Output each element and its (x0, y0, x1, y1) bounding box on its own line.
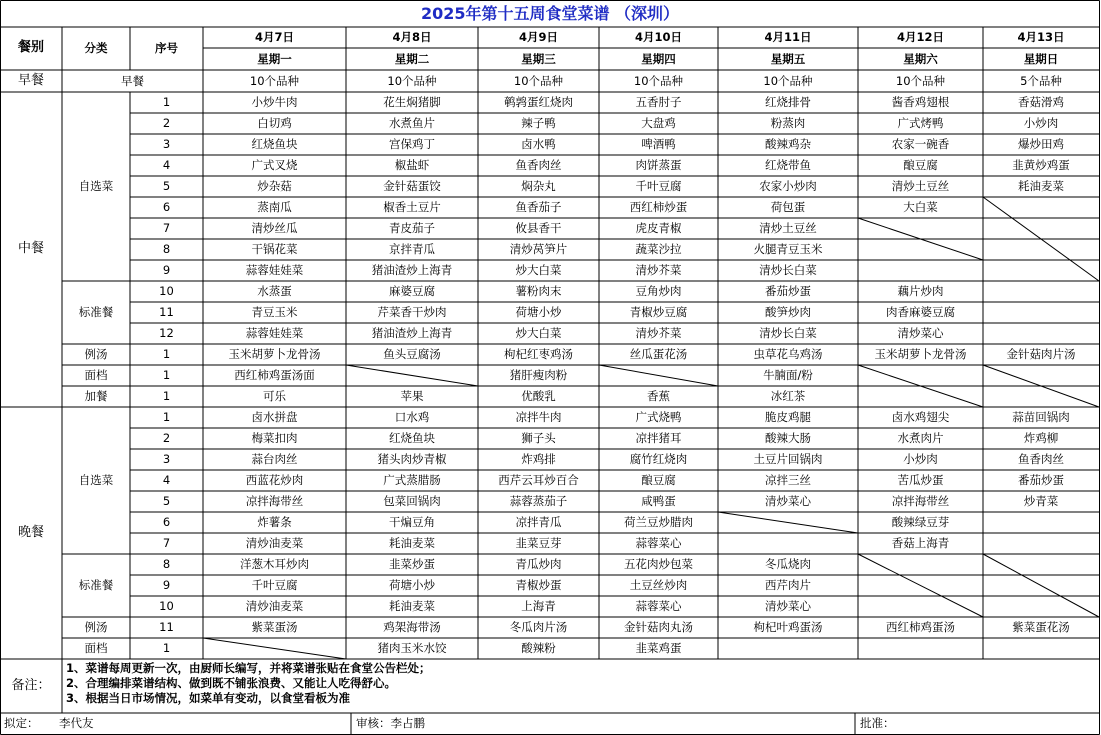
row-seq: 11 (159, 620, 174, 635)
page-title: 2025年第十五周食堂菜谱 （深圳） (420, 3, 680, 23)
dish-cell: 清炒菜心 (765, 599, 811, 614)
row-seq: 8 (162, 557, 171, 572)
dish-cell: 蒜苗回锅肉 (1012, 410, 1070, 425)
row-seq: 9 (162, 578, 171, 593)
dish-cell: 花生焖猪脚 (383, 95, 441, 110)
dish-cell: 凉拌海带丝 (891, 494, 950, 509)
dish-cell: 蒜蓉娃娃菜 (245, 326, 304, 341)
breakfast-item: 10个品种 (387, 73, 437, 88)
dish-cell: 韭菜鸡蛋 (635, 641, 682, 656)
dish-cell: 干锅花菜 (251, 242, 298, 257)
dish-cell: 蒜蓉娃娃菜 (245, 263, 304, 278)
dish-cell: 千叶豆腐 (251, 578, 298, 593)
dish-cell: 紫菜蛋汤 (251, 620, 298, 635)
dish-cell: 香菇滑鸡 (1018, 95, 1064, 110)
dish-cell: 麻婆豆腐 (389, 284, 435, 299)
row-seq: 6 (162, 200, 171, 215)
dish-cell: 猪油渣炒上海青 (371, 326, 453, 341)
dish-cell: 红烧鱼块 (251, 137, 298, 152)
dish-cell: 广式烤鸭 (897, 116, 944, 131)
dish-cell: 炸鸡排 (521, 452, 556, 467)
dish-cell: 豆角炒肉 (635, 284, 682, 299)
dish-cell: 蒜蓉菜心 (635, 536, 682, 551)
dish-cell: 清炒芥菜 (635, 263, 682, 278)
dish-cell: 京拌青瓜 (389, 242, 435, 257)
dish-cell: 上海青 (521, 599, 556, 614)
breakfast-category: 早餐 (121, 73, 144, 88)
dish-cell: 蒜台肉丝 (251, 452, 298, 467)
reviewer-label: 审核：李占鹏 (356, 716, 425, 731)
note-line: 2、合理编排菜谱结构、做到既不铺张浪费、又能让人吃得舒心。 (66, 676, 396, 690)
dish-cell: 咸鸭蛋 (641, 494, 676, 509)
row-seq: 1 (162, 641, 171, 656)
dish-cell: 荷兰豆炒腊肉 (624, 515, 693, 530)
dish-cell: 虫草花乌鸡汤 (753, 347, 823, 362)
dish-cell: 清炒油麦菜 (245, 536, 304, 551)
dish-cell: 五香肘子 (635, 95, 682, 110)
breakfast-meal: 早餐 (17, 72, 44, 88)
header-date: 4月9日 (518, 30, 558, 45)
row-seq: 6 (162, 515, 171, 530)
dish-cell: 白切鸡 (257, 116, 292, 131)
empty-slash (718, 512, 858, 533)
dish-cell: 蒸南瓜 (257, 200, 292, 215)
dish-cell: 啤酒鸭 (641, 137, 676, 152)
row-seq: 3 (162, 137, 171, 152)
dish-cell: 西红柿鸡蛋汤 (886, 620, 955, 635)
header-weekday: 星期一 (257, 51, 292, 66)
dish-cell: 韭黄炒鸡蛋 (1012, 158, 1070, 173)
dish-cell: 清炒油麦菜 (245, 599, 304, 614)
header-seq: 序号 (155, 41, 178, 56)
dish-cell: 蒜蓉蒸茄子 (509, 494, 568, 509)
dish-cell: 宫保鸡丁 (389, 137, 435, 152)
dish-cell: 耗油麦菜 (389, 536, 435, 551)
dish-cell: 炒杂菇 (257, 179, 292, 194)
note-line: 3、根据当日市场情况，如菜单有变动，以食堂看板为准 (66, 691, 350, 705)
dish-cell: 粉蒸肉 (770, 116, 806, 131)
dish-cell: 凉拌猪耳 (635, 431, 682, 446)
dish-cell: 香蕉 (647, 389, 670, 404)
dish-cell: 青椒炒蛋 (515, 578, 562, 593)
dish-cell: 番茄炒蛋 (765, 284, 811, 299)
dish-cell: 炸鸡柳 (1023, 431, 1059, 446)
dish-cell: 五花肉炒包菜 (624, 557, 693, 572)
dish-cell: 清炒菜心 (765, 494, 811, 509)
dish-cell: 千叶豆腐 (635, 179, 682, 194)
meal-label: 晚餐 (17, 524, 44, 540)
dish-cell: 水蒸蛋 (257, 284, 292, 299)
row-seq: 7 (162, 221, 171, 236)
drafter-label: 拟定： (4, 716, 39, 731)
breakfast-item: 10个品种 (895, 73, 946, 88)
dish-cell: 金针菇蛋饺 (383, 179, 441, 194)
dish-cell: 凉拌牛肉 (515, 410, 562, 425)
dish-cell: 酸辣绿豆芽 (891, 515, 950, 530)
dish-cell: 番茄炒蛋 (1018, 473, 1064, 488)
dish-cell: 耗油麦菜 (389, 599, 435, 614)
dish-cell: 红烧鱼块 (389, 431, 435, 446)
dish-cell: 椒盐虾 (394, 158, 430, 173)
dish-cell: 藕片炒肉 (897, 284, 944, 299)
header-category: 分类 (84, 41, 108, 56)
row-seq: 1 (162, 389, 171, 404)
dish-cell: 口水鸡 (394, 410, 430, 425)
header-meal-type: 餐别 (17, 40, 44, 56)
dish-cell: 韭菜炒蛋 (389, 557, 435, 572)
dish-cell: 水煮肉片 (897, 431, 944, 446)
dish-cell: 爆炒田鸡 (1018, 137, 1064, 152)
header-weekday: 星期六 (903, 51, 938, 66)
dish-cell: 薯粉肉末 (515, 284, 562, 299)
dish-cell: 香菇上海青 (891, 536, 950, 551)
header-date: 4月7日 (254, 30, 294, 45)
row-seq: 9 (162, 263, 171, 278)
group-category: 面档 (84, 368, 108, 383)
dish-cell: 酸辣鸡杂 (765, 137, 811, 152)
dish-cell: 酿豆腐 (641, 473, 676, 488)
dish-cell: 芹菜香干炒肉 (377, 305, 447, 320)
dish-cell: 肉饼蒸蛋 (635, 158, 682, 173)
dish-cell: 酸辣粉 (521, 641, 556, 656)
dish-cell: 耗油麦菜 (1018, 179, 1064, 194)
dish-cell: 卤水拼盘 (251, 410, 298, 425)
dish-cell: 清炒菜心 (897, 326, 944, 341)
dish-cell: 枸杞红枣鸡汤 (504, 347, 573, 362)
dish-cell: 卤水鸭 (521, 137, 556, 152)
dish-cell: 辣子鸭 (521, 116, 556, 131)
dish-cell: 炒大白菜 (515, 263, 562, 278)
dish-cell: 炒青菜 (1023, 494, 1059, 509)
group-category: 自选菜 (78, 179, 114, 194)
dish-cell: 攸县香干 (515, 221, 562, 236)
dish-cell: 焖杂丸 (521, 179, 556, 194)
dish-cell: 荷塘小炒 (389, 578, 435, 593)
header-date: 4月11日 (764, 30, 812, 45)
dish-cell: 广式叉烧 (251, 158, 298, 173)
header-weekday: 星期三 (521, 51, 556, 66)
empty-slash (203, 638, 346, 659)
header-weekday: 星期二 (394, 51, 430, 66)
dish-cell: 鱼头豆腐汤 (383, 347, 441, 362)
dish-cell: 荷塘小炒 (515, 305, 562, 320)
row-seq: 2 (162, 116, 171, 131)
dish-cell: 蒜蓉菜心 (635, 599, 682, 614)
empty-slash (599, 365, 718, 386)
dish-cell: 凉拌三丝 (765, 473, 811, 488)
header-weekday: 星期四 (641, 51, 676, 66)
dish-cell: 丝瓜蛋花汤 (629, 347, 688, 362)
dish-cell: 鸡架海带汤 (383, 620, 441, 635)
dish-cell: 西蓝花炒肉 (245, 473, 304, 488)
empty-slash (858, 554, 983, 617)
dish-cell: 卤水鸡翅尖 (891, 410, 950, 425)
dish-cell: 西芹肉片 (765, 578, 811, 593)
dish-cell: 金针菇肉片汤 (1006, 347, 1076, 362)
header-date: 4月12日 (896, 30, 944, 45)
dish-cell: 猪肉玉米水饺 (377, 641, 447, 656)
dish-cell: 青瓜炒肉 (515, 557, 562, 572)
row-seq: 3 (162, 452, 171, 467)
dish-cell: 青豆玉米 (251, 305, 298, 320)
dish-cell: 干煸豆角 (389, 515, 435, 530)
dish-cell: 牛腩面/粉 (763, 368, 813, 383)
header-date: 4月13日 (1017, 30, 1065, 45)
dish-cell: 清炒长白菜 (759, 326, 817, 341)
note-line: 1、菜谱每周更新一次，由厨师长编写，并将菜谱张贴在食堂公告栏处； (66, 661, 431, 675)
header-date: 4月10日 (634, 30, 682, 45)
dish-cell: 凉拌青瓜 (515, 515, 562, 530)
dish-cell: 冬瓜肉片汤 (509, 620, 568, 635)
row-seq: 12 (159, 326, 174, 341)
dish-cell: 大盘鸡 (641, 116, 676, 131)
empty-slash (346, 365, 478, 386)
dish-cell: 酸笋炒肉 (765, 305, 811, 320)
dish-cell: 凉拌海带丝 (245, 494, 304, 509)
dish-cell: 虎皮青椒 (635, 221, 682, 236)
dish-cell: 荷包蛋 (770, 200, 806, 215)
notes-label: 备注： (11, 677, 51, 693)
dish-cell: 炒大白菜 (515, 326, 562, 341)
dish-cell: 洋葱木耳炒肉 (240, 557, 309, 572)
group-category: 自选菜 (78, 473, 114, 488)
row-seq: 2 (162, 431, 171, 446)
row-seq: 1 (162, 410, 171, 425)
dish-cell: 韭菜豆芽 (515, 536, 562, 551)
row-seq: 5 (162, 494, 171, 509)
dish-cell: 鱼香肉丝 (1018, 452, 1064, 467)
breakfast-item: 10个品种 (249, 73, 300, 88)
dish-cell: 西红柿鸡蛋汤面 (234, 368, 315, 383)
dish-cell: 包菜回锅肉 (383, 494, 441, 509)
dish-cell: 青椒炒豆腐 (629, 305, 688, 320)
header-weekday: 星期日 (1023, 51, 1059, 66)
dish-cell: 枸杞叶鸡蛋汤 (753, 620, 823, 635)
dish-cell: 清炒长白菜 (759, 263, 817, 278)
dish-cell: 西红柿炒蛋 (629, 200, 688, 215)
row-seq: 4 (162, 158, 171, 173)
dish-cell: 蔬菜沙拉 (635, 242, 682, 257)
dish-cell: 农家一碗香 (891, 137, 950, 152)
header-weekday: 星期五 (770, 51, 806, 66)
dish-cell: 优酸乳 (521, 389, 556, 404)
group-category: 例汤 (84, 347, 108, 362)
row-seq: 7 (162, 536, 171, 551)
dish-cell: 金针菇肉丸汤 (624, 620, 693, 635)
dish-cell: 水煮鱼片 (389, 116, 435, 131)
row-seq: 8 (162, 242, 171, 257)
dish-cell: 清炒土豆丝 (759, 221, 817, 236)
dish-cell: 猪肝瘦肉粉 (509, 368, 568, 383)
dish-cell: 清炒土豆丝 (891, 179, 950, 194)
dish-cell: 椒香土豆片 (383, 200, 441, 215)
dish-cell: 炸薯条 (257, 515, 292, 530)
dish-cell: 清炒丝瓜 (251, 221, 298, 236)
empty-slash (983, 554, 1099, 617)
row-seq: 1 (162, 95, 171, 110)
row-seq: 11 (159, 305, 174, 320)
dish-cell: 腐竹红烧肉 (629, 452, 688, 467)
dish-cell: 清炒莴笋片 (509, 242, 568, 257)
dish-cell: 梅菜扣肉 (251, 431, 298, 446)
group-category: 面档 (84, 641, 108, 656)
dish-cell: 酿豆腐 (903, 158, 938, 173)
dish-cell: 猪头肉炒青椒 (377, 452, 447, 467)
breakfast-item: 10个品种 (633, 73, 684, 88)
dish-cell: 鱼香茄子 (515, 200, 562, 215)
row-seq: 10 (159, 599, 174, 614)
row-seq: 1 (162, 368, 171, 383)
dish-cell: 青皮茄子 (389, 221, 435, 236)
dish-cell: 冬瓜烧肉 (765, 557, 811, 572)
dish-cell: 清炒芥菜 (635, 326, 682, 341)
dish-cell: 广式蒸腊肠 (383, 473, 441, 488)
dish-cell: 紫菜蛋花汤 (1012, 620, 1070, 635)
dish-cell: 脆皮鸡腿 (765, 410, 811, 425)
dish-cell: 可乐 (263, 389, 286, 404)
row-seq: 1 (162, 347, 171, 362)
dish-cell: 肉香麻婆豆腐 (886, 305, 955, 320)
dish-cell: 酸辣大肠 (765, 431, 811, 446)
breakfast-item: 10个品种 (513, 73, 564, 88)
dish-cell: 玉米胡萝卜龙骨汤 (874, 347, 967, 362)
dish-cell: 小炒牛肉 (251, 95, 298, 110)
dish-cell: 广式烧鸭 (635, 410, 682, 425)
meal-label: 中餐 (17, 241, 44, 257)
dish-cell: 鹌鹑蛋红烧肉 (504, 95, 573, 110)
dish-cell: 冰红茶 (770, 389, 806, 404)
group-category: 例汤 (84, 620, 108, 635)
drafter-name: 李代友 (59, 716, 94, 731)
row-seq: 5 (162, 179, 171, 194)
dish-cell: 土豆片回锅肉 (753, 452, 823, 467)
breakfast-item: 5个品种 (1020, 73, 1062, 88)
group-category: 标准餐 (78, 578, 114, 593)
breakfast-item: 10个品种 (763, 73, 813, 88)
dish-cell: 小炒肉 (1023, 116, 1059, 131)
row-seq: 10 (159, 284, 174, 299)
row-seq: 4 (162, 473, 171, 488)
approver-label: 批准： (860, 716, 895, 731)
dish-cell: 火腿青豆玉米 (753, 242, 823, 257)
dish-cell: 狮子头 (521, 431, 556, 446)
dish-cell: 西芹云耳炒百合 (498, 473, 579, 488)
header-date: 4月8日 (392, 30, 432, 45)
dish-cell: 苦瓜炒蛋 (897, 473, 944, 488)
group-category: 加餐 (84, 389, 108, 404)
dish-cell: 猪油渣炒上海青 (371, 263, 453, 278)
dish-cell: 玉米胡萝卜龙骨汤 (228, 347, 321, 362)
dish-cell: 红烧排骨 (765, 95, 811, 110)
notes-body (62, 659, 1100, 713)
dish-cell: 小炒肉 (903, 452, 938, 467)
group-category: 标准餐 (78, 305, 114, 320)
dish-cell: 苹果 (400, 389, 424, 404)
dish-cell: 鱼香肉丝 (515, 158, 562, 173)
dish-cell: 酱香鸡翅根 (891, 95, 950, 110)
dish-cell: 农家小炒肉 (759, 179, 817, 194)
dish-cell: 大白菜 (903, 200, 938, 215)
dish-cell: 红烧带鱼 (765, 158, 811, 173)
dish-cell: 土豆丝炒肉 (629, 578, 688, 593)
